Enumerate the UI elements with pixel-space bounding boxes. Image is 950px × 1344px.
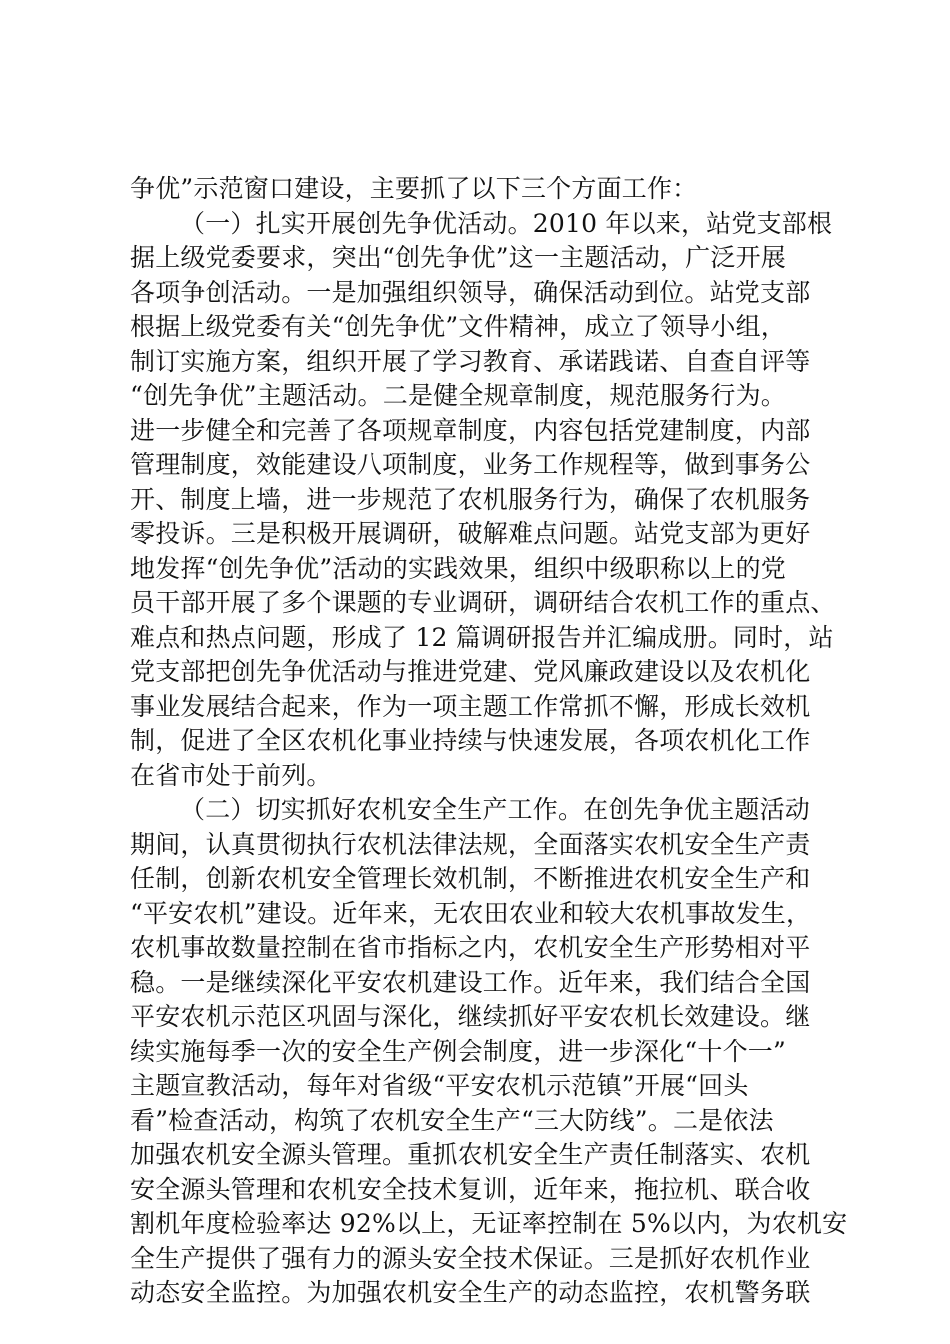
text-line: 平安农机示范区巩固与深化，继续抓好平安农机长效建设。继 xyxy=(130,1002,811,1031)
text-line: 管理制度，效能建设八项制度，业务工作规程等，做到事务公 xyxy=(130,450,811,479)
body-text xyxy=(130,172,848,1311)
section-heading-line: （二）切实抓好农机安全生产工作。在创先争优主题活动 xyxy=(180,795,811,824)
text-line: 稳。一是继续深化平安农机建设工作。近年来，我们结合全国 xyxy=(130,967,811,997)
text-line: 加强农机安全源头管理。重抓农机安全生产责任制落实、农机 xyxy=(130,1140,811,1169)
section-heading-line: （一）扎实开展创先争优活动。2010 年以来，站党支部根 xyxy=(180,208,833,238)
text-line: 期间，认真贯彻执行农机法律法规，全面落实农机安全生产责 xyxy=(130,829,811,859)
text-line: 争优”示范窗口建设，主要抓了以下三个方面工作： xyxy=(130,174,698,203)
text-line: 制，促进了全区农机化事业持续与快速发展，各项农机化工作 xyxy=(130,726,811,755)
text-line: 制订实施方案，组织开展了学习教育、承诺践诺、自查自评等 xyxy=(130,346,811,376)
text-line: 事业发展结合起来，作为一项主题工作常抓不懈，形成长效机 xyxy=(130,691,811,721)
text-line: 农机事故数量控制在省市指标之内，农机安全生产形势相对平 xyxy=(130,933,811,962)
text-line: 据上级党委要求，突出“创先争优”这一主题活动，广泛开展 xyxy=(130,243,786,272)
text-line: 难点和热点问题，形成了 12 篇调研报告并汇编成册。同时，站 xyxy=(130,622,834,652)
text-line: 安全源头管理和农机安全技术复训，近年来，拖拉机、联合收 xyxy=(130,1174,811,1204)
text-line: 主题宣教活动，每年对省级“平安农机示范镇”开展“回头 xyxy=(130,1071,749,1100)
text-line: 进一步健全和完善了各项规章制度，内容包括党建制度，内部 xyxy=(130,415,811,445)
text-line: 零投诉。三是积极开展调研，破解难点问题。站党支部为更好 xyxy=(130,519,811,548)
text-line: 全生产提供了强有力的源头安全技术保证。三是抓好农机作业 xyxy=(130,1243,811,1273)
text-line: 在省市处于前列。 xyxy=(130,760,332,790)
text-line: 各项争创活动。一是加强组织领导，确保活动到位。站党支部 xyxy=(130,277,811,307)
text-line: 任制，创新农机安全管理长效机制，不断推进农机安全生产和 xyxy=(130,864,811,893)
text-line: 割机年度检验率达 92%以上，无证率控制在 5%以内，为农机安 xyxy=(130,1209,848,1238)
text-line: “创先争优”主题活动。二是健全规章制度，规范服务行为。 xyxy=(130,381,786,410)
text-line: 党支部把创先争优活动与推进党建、党风廉政建设以及农机化 xyxy=(130,657,811,686)
text-line: 根据上级党委有关“创先争优”文件精神，成立了领导小组， xyxy=(130,312,786,341)
text-line: 动态安全监控。为加强农机安全生产的动态监控，农机警务联 xyxy=(130,1278,811,1307)
text-line: 地发挥“创先争优”活动的实践效果，组织中级职称以上的党 xyxy=(130,553,786,583)
text-line: 开、制度上墙，进一步规范了农机服务行为，确保了农机服务 xyxy=(130,484,811,514)
text-line: 续实施每季一次的安全生产例会制度，进一步深化“十个一” xyxy=(130,1036,786,1066)
text-line: “平安农机”建设。近年来，无农田农业和较大农机事故发生， xyxy=(130,898,812,928)
text-line: 员干部开展了多个课题的专业调研，调研结合农机工作的重点、 xyxy=(130,588,836,617)
text-line: 看”检查活动，构筑了农机安全生产“三大防线”。二是依法 xyxy=(130,1105,774,1135)
